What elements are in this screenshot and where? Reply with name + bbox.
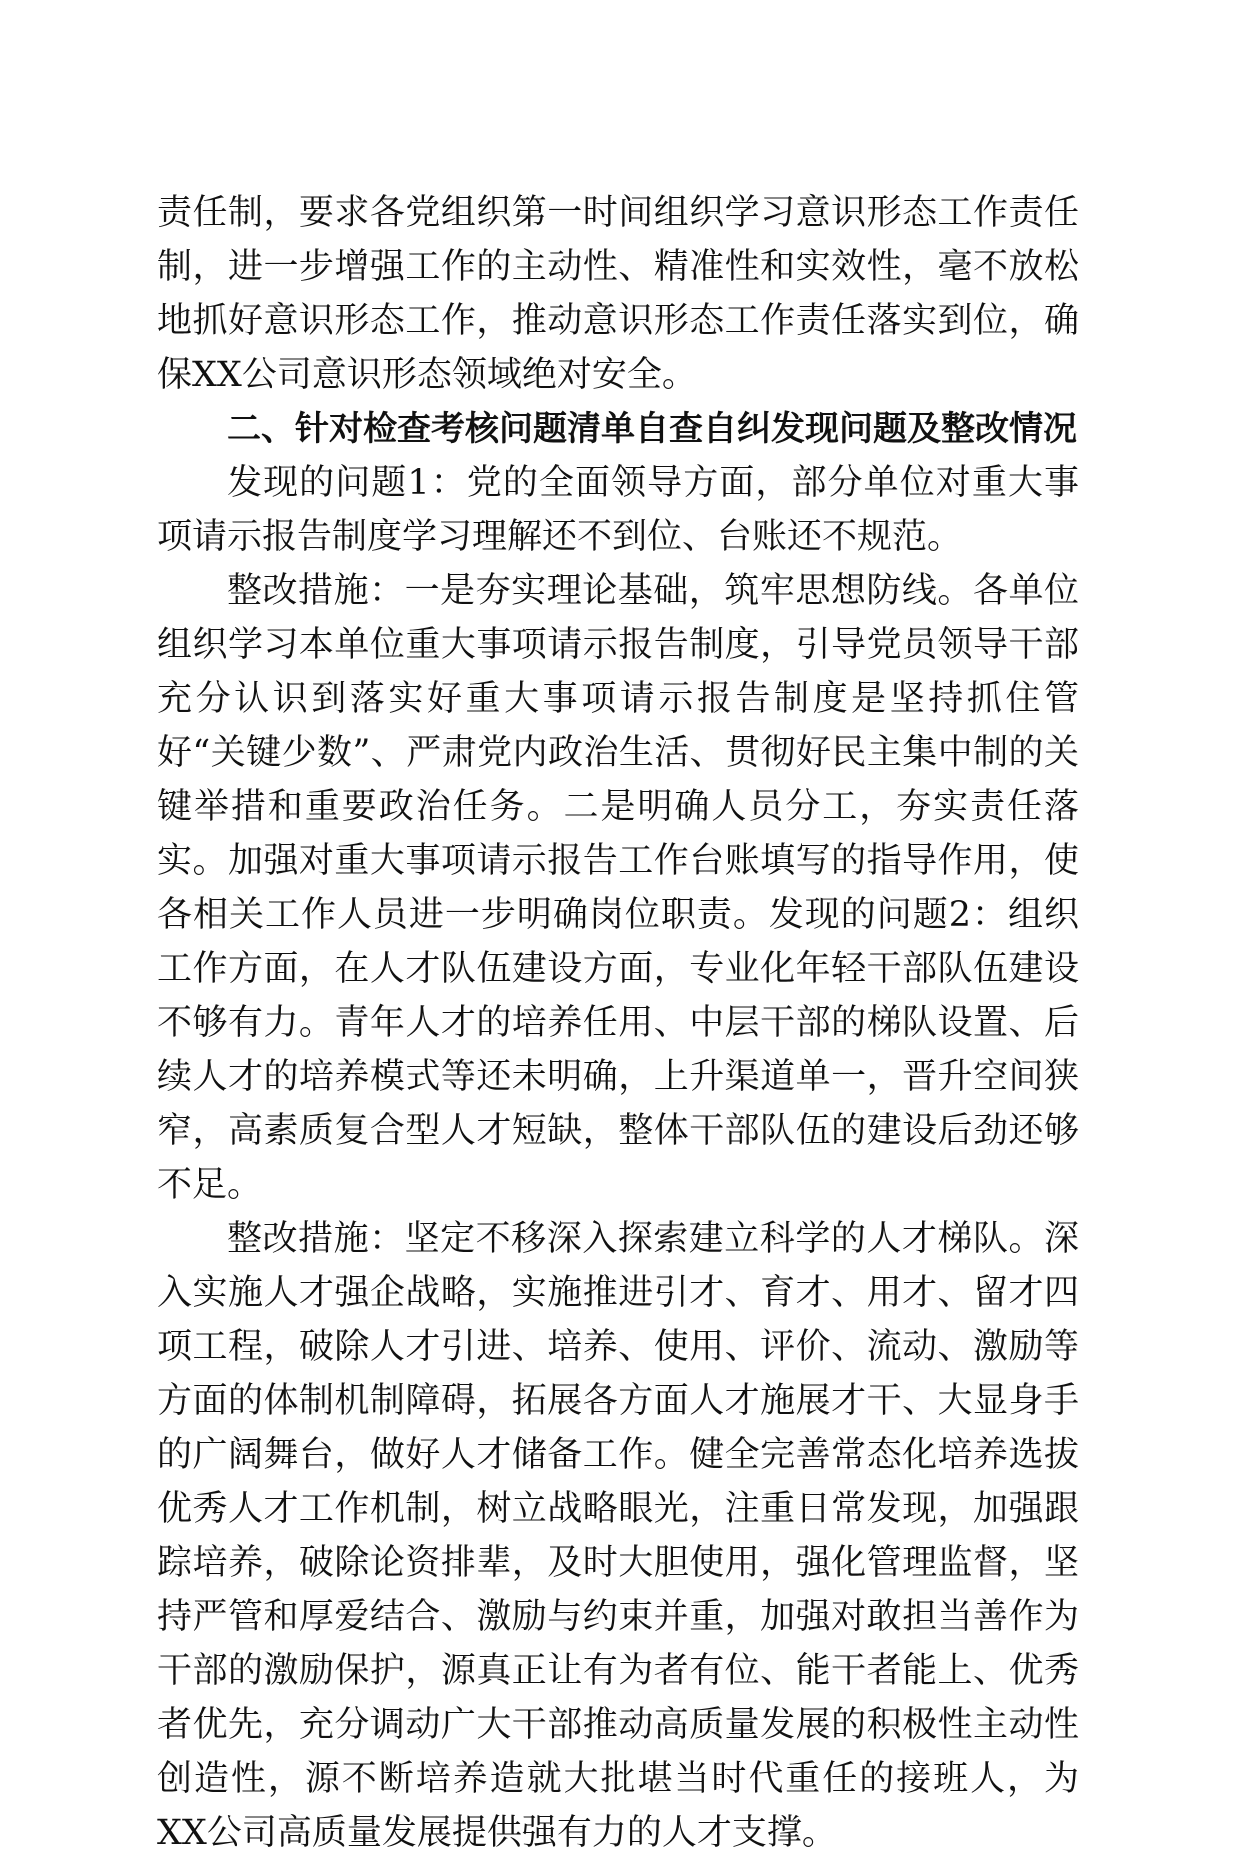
continuation-paragraph: 责任制，要求各党组织第一时间组织学习意识形态工作责任制，进一步增强工作的主动性、精准性和实效性，毫不放松地抓好意识形态工作，推动意识形态工作责任落实到位，确保XX公司意识形态领域绝对安全。 [157,193,1079,395]
problem-1-paragraph: 发现的问题1：党的全面领导方面，部分单位对重大事项请示报告制度学习理解还不到位、台账还不规范。 [157,463,1079,557]
measures-1-paragraph: 整改措施：一是夯实理论基础，筑牢思想防线。各单位组织学习本单位重大事项请示报告制度，引导党员领导干部充分认识到落实好重大事项请示报告制度是坚持抓住管好“关键少数”、严肃党内政治生活、贯彻好民主集中制的关键举措和重要政治任务。二是明确人员分工，夯实责任落实。加强对重大事项请示报告工作台账填写的指导作用，使各相关工作人员进一步明确岗位职责。发现的问题2：组织工作方面，在人才队伍建设方面，专业化年轻干部队伍建设不够有力。青年人才的培养任用、中层干部的梯队设置、后续人才的培养模式等还未明确，上升渠道单一，晋升空间狭窄，高素质复合型人才短缺，整体干部队伍的建设后劲还够不足。 [157,571,1079,1205]
measures-2-paragraph: 整改措施：坚定不移深入探索建立科学的人才梯队。深入实施人才强企战略，实施推进引才、育才、用才、留才四项工程，破除人才引进、培养、使用、评价、流动、激励等方面的体制机制障碍，拓展各方面人才施展才干、大显身手的广阔舞台，做好人才储备工作。健全完善常态化培养选拔优秀人才工作机制，树立战略眼光，注重日常发现，加强跟踪培养，破除论资排辈，及时大胆使用，强化管理监督，坚持严管和厚爱结合、激励与约束并重，加强对敢担当善作为干部的激励保护，源真正让有为者有位、能干者能上、优秀者优先，充分调动广大干部推动高质量发展的积极性主动性创造性，源不断培养造就大批堪当时代重任的接班人，为XX公司高质量发展提供强有力的人才支撑。 [157,1219,1079,1853]
document-page [157,186,1079,1853]
section-heading: 二、针对检查考核问题清单自查自纠发现问题及整改情况 [227,409,1077,449]
